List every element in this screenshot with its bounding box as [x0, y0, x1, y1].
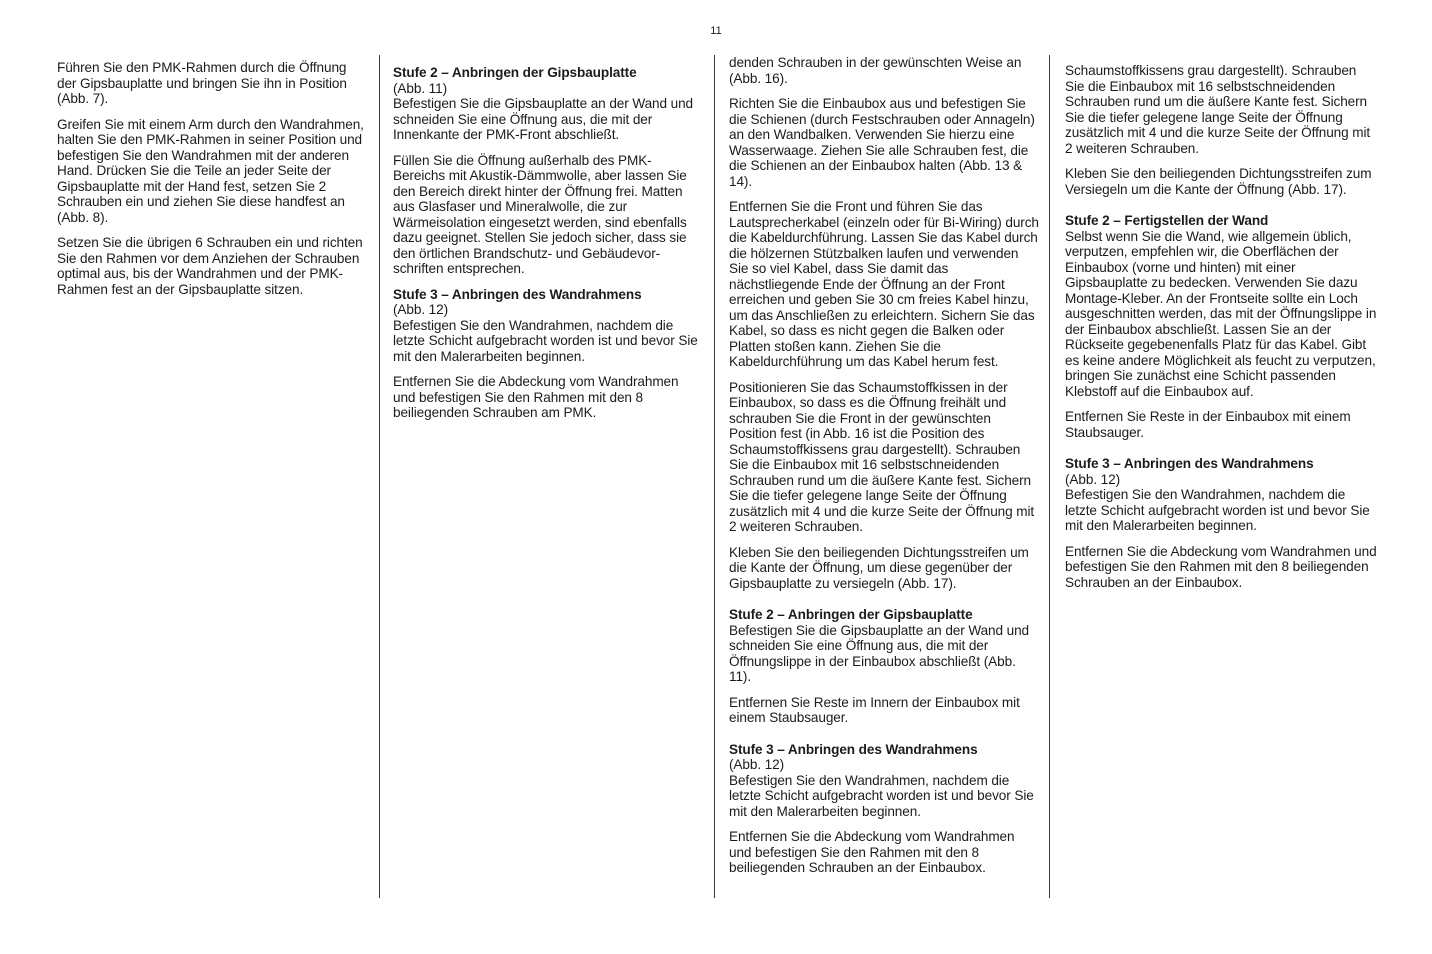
paragraph: Positionieren Sie das Schaumstoffkissen in der Einbaubox, so dass es die Öffnung freihält und schrauben Sie die Front in der gewünschten Position fest (in Abb. 16 ist die Position des Schaumstoffkissens grau dargestellt). Schrauben Sie die Einbaubox mit 16 selbstschneidenden Schrauben rund um die äußere Kante fest. Sichern Sie die tiefer gelegene lange Seite der Öffnung zusätzlich mit 4 und die kurze Seite der Öffnung mit 2 weiteren Schrauben.	[729, 379, 1035, 534]
section-heading: Stufe 2 – Fertigstellen der Wand	[1065, 213, 1269, 228]
paragraph-text: Befestigen Sie die Gipsbauplatte an der Wand und schneiden Sie eine Öffnung aus, die mit der Innenkante der PMK-Front abschließt.	[393, 96, 694, 142]
figure-ref: (Abb. 11)	[393, 80, 448, 96]
paragraph	[729, 757, 1039, 819]
section	[1065, 213, 1377, 399]
paragraph: Setzen Sie die übrigen 6 Schrauben ein und richten Sie den Rahmen vor dem Anziehen der Schrauben optimal aus, bis der Wandrahmen und der PMK-Rahmen fest an der Gipsbauplatte sitzen.	[57, 235, 363, 297]
section-heading: Stufe 3 – Anbringen des Wandrahmens	[1065, 456, 1314, 471]
paragraph: Greifen Sie mit einem Arm durch den Wandrahmen, halten Sie den PMK-Rahmen in seiner Position und befestigen Sie den Wandrahmen mit der anderen Hand. Drücken Sie die Teile an jeder Seite der Gipsbauplatte mit der Hand fest, setzen Sie 2 Schrauben ein und ziehen Sie diese handfest an (Abb. 8).	[57, 116, 364, 225]
paragraph: Entfernen Sie Reste in der Einbaubox mit einem Staubsauger.	[1065, 409, 1351, 440]
paragraph	[1065, 472, 1377, 534]
paragraph-text: Befestigen Sie den Wandrahmen, nachdem die letzte Schicht aufgebracht worden ist und bevor Sie mit den Malerarbeiten beginnen.	[1065, 487, 1370, 533]
paragraph: Kleben Sie den beiliegenden Dichtungsstreifen um die Kante der Öffnung, um diese gegenüber der Gipsbauplatte zu versiegeln (Abb. 17).	[729, 544, 1029, 591]
column-divider	[379, 55, 380, 898]
column-divider	[1049, 55, 1050, 898]
text-column-3	[729, 55, 1039, 886]
page-number: 11	[710, 25, 722, 37]
section	[729, 607, 1039, 685]
figure-ref: (Abb. 12)	[393, 302, 449, 317]
paragraph: Entfernen Sie die Abdeckung vom Wandrahmen und befestigen Sie den Rahmen mit den 8 beiliegenden Schrauben an der Einbaubox.	[1065, 543, 1377, 590]
paragraph: Kleben Sie den beiliegenden Dichtungsstreifen zum Versiegeln um die Kante der Öffnung (Abb. 17).	[1065, 166, 1372, 197]
section-heading: Stufe 2 – Anbringen der Gipsbauplatte	[393, 65, 637, 80]
paragraph-text: Befestigen Sie den Wandrahmen, nachdem die letzte Schicht aufgebracht worden ist und bevor Sie mit den Malerarbeiten beginnen.	[393, 317, 698, 364]
paragraph: Selbst wenn Sie die Wand, wie allgemein üblich, verputzen, empfehlen wir, die Oberflächen der Einbaubox (vorne und hinten) mit einer Gipsbauplatte zu bedecken. Verwenden Sie dazu Montage-Kleber. An der Frontseite sollte ein Loch ausgeschnitten werden, das mit der Öffnungslippe in der Einbaubox abschließt. Lassen Sie an der Rückseite gegebenenfalls Platz für das Kabel. Gibt es keine andere Möglichkeit als feucht zu verputzen, bringen Sie zunächst eine Schicht passenden Klebstoff auf die Einbaubox auf.	[1065, 228, 1377, 399]
section	[729, 742, 1039, 820]
figure-ref: (Abb. 12)	[1065, 471, 1121, 487]
section	[393, 65, 703, 143]
text-column-2	[393, 65, 703, 431]
paragraph: Entfernen Sie Reste im Innern der Einbaubox mit einem Staubsauger.	[729, 694, 1020, 725]
paragraph	[393, 81, 703, 143]
paragraph: Schaumstoffkissens grau dargestellt). Schrauben Sie die Einbaubox mit 16 selbstschneidenden Schrauben rund um die äußere Kante fest. Sichern Sie die tiefer gelegene lange Seite der Öffnung zusätzlich mit 4 und die kurze Seite der Öffnung mit 2 weiteren Schrauben.	[1065, 63, 1371, 156]
paragraph-text: Befestigen Sie den Wandrahmen, nachdem die letzte Schicht aufgebracht worden ist und bevor Sie mit den Malerarbeiten beginnen.	[729, 772, 1034, 819]
paragraph: Entfernen Sie die Front und führen Sie das Lautsprecherkabel (einzeln oder für Bi-Wiring) durch die Kabeldurchführung. Lassen Sie das Kabel durch die hölzernen Stützbalken laufen und verwenden Sie so viel Kabel, dass Sie damit das nächstliegende Ende der Öffnung an der Front erreichen und geben Sie 30 cm freies Kabel hinzu, um das Anschließen zu erleichtern. Sichern Sie das Kabel, so dass es nicht gegen die Balken oder Platten stoßen kann. Ziehen Sie die Kabeldurchführung um das Kabel herum fest.	[729, 199, 1039, 369]
paragraph: Entfernen Sie die Abdeckung vom Wandrahmen und befestigen Sie den Rahmen mit den 8 beiliegenden Schrauben am PMK.	[393, 374, 679, 420]
paragraph: Füllen Sie die Öffnung außerhalb des PMK-Bereichs mit Akustik-Dämmwolle, aber lassen Sie den Bereich direkt hinter der Öffnung frei. Matten aus Glasfaser und Mineralwolle, die zur Wärmeisolation eingesetzt werden, sind ebenfalls dazu geeignet. Stellen Sie jedoch sicher, dass sie den örtlichen Brandschutz- und Gebäudevor-schriften entsprechen.	[393, 152, 687, 276]
text-column-1	[57, 60, 369, 307]
section-heading: Stufe 2 – Anbringen der Gipsbauplatte	[729, 607, 973, 622]
paragraph	[393, 302, 703, 364]
text-column-4	[1065, 63, 1377, 600]
paragraph: Führen Sie den PMK-Rahmen durch die Öffnung der Gipsbauplatte und bringen Sie ihn in Position (Abb. 7).	[57, 60, 347, 106]
paragraph: Entfernen Sie die Abdeckung vom Wandrahmen und befestigen Sie den Rahmen mit den 8 beiliegenden Schrauben an der Einbaubox.	[729, 829, 1015, 875]
figure-ref: (Abb. 12)	[729, 757, 785, 772]
section	[1065, 456, 1377, 534]
paragraph: Befestigen Sie die Gipsbauplatte an der Wand und schneiden Sie eine Öffnung aus, die mit der Öffnungslippe in der Einbaubox abschließt (Abb. 11).	[729, 622, 1030, 684]
column-divider	[714, 55, 715, 898]
section-heading: Stufe 3 – Anbringen des Wandrahmens	[393, 286, 642, 302]
section	[393, 287, 703, 365]
paragraph: Richten Sie die Einbaubox aus und befestigen Sie die Schienen (durch Festschrauben oder Annageln) an den Wandbalken. Verwenden Sie hierzu eine Wasserwaage. Ziehen Sie alle Schrauben fest, die die Schienen an der Einbaubox halten (Abb. 13 & 14).	[729, 96, 1035, 189]
section-heading: Stufe 3 – Anbringen des Wandrahmens	[729, 741, 978, 757]
paragraph: denden Schrauben in der gewünschten Weise an (Abb. 16).	[729, 55, 1022, 86]
